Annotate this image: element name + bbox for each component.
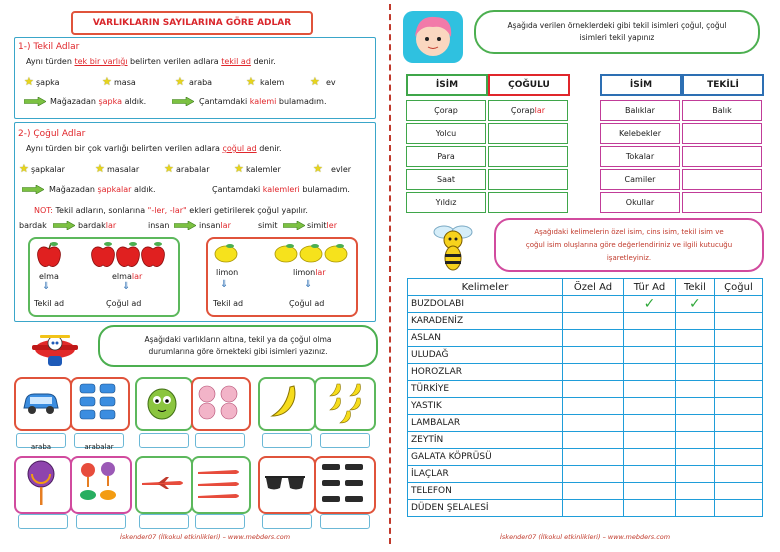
tekil-ad-label: Tekil ad	[34, 299, 65, 308]
star-icon: ★	[164, 162, 174, 175]
cogul-word: arabalar	[176, 165, 210, 174]
check-cell[interactable]	[714, 449, 762, 466]
check-cell[interactable]	[714, 330, 762, 347]
bananas-icon	[324, 382, 364, 424]
tekil-word: araba	[189, 78, 213, 87]
lemon-plural-label: limonlar	[293, 268, 326, 277]
tekil-sentence-1: Mağazadan şapka aldık.	[50, 97, 147, 106]
candies-icon	[76, 461, 122, 505]
word-cell: KARADENİZ	[408, 313, 563, 330]
cogul-ad-label: Çoğul ad	[289, 299, 325, 308]
check-cell[interactable]	[624, 313, 676, 330]
check-cell[interactable]	[563, 381, 624, 398]
check-cell[interactable]	[714, 381, 762, 398]
instruction-text-1: Aşağıda verilen örneklerdeki gibi tekil isimleri çoğul, çoğul isimleri tekil yapınız	[507, 21, 727, 42]
word-cell: TÜRKİYE	[408, 381, 563, 398]
down-arrow-icon: ⇓	[220, 279, 229, 290]
down-arrow-icon: ⇓	[122, 281, 131, 292]
example-plural: insanlar	[199, 221, 231, 230]
cogul-definition: Aynı türden bir çok varlığı belirten verilen adlara çoğul ad denir.	[26, 144, 282, 153]
check-cell[interactable]	[563, 296, 624, 313]
green-arrow-icon	[283, 221, 305, 230]
check-cell[interactable]	[675, 449, 714, 466]
check-icon: ✓	[689, 296, 701, 312]
word-cell: DÜDEN ŞELALESİ	[408, 500, 563, 517]
example-plural: simitler	[307, 221, 337, 230]
table2-col1-header: İSİM	[600, 74, 682, 96]
table2-isim-cell: Camiler	[600, 169, 680, 190]
word-cell: GALATA KÖPRÜSÜ	[408, 449, 563, 466]
check-cell[interactable]	[675, 381, 714, 398]
apple-plural-label: elmalar	[112, 272, 143, 281]
check-cell[interactable]	[563, 466, 624, 483]
tekil-ad-label: Tekil ad	[213, 299, 244, 308]
check-cell[interactable]	[563, 398, 624, 415]
check-cell[interactable]	[675, 466, 714, 483]
check-cell[interactable]	[675, 432, 714, 449]
instruction-bubble-1	[474, 10, 760, 54]
example-plural: bardaklar	[78, 221, 117, 230]
cogul-word: masalar	[107, 165, 140, 174]
table-row	[408, 483, 763, 500]
check-cell[interactable]	[675, 330, 714, 347]
check-cell[interactable]	[714, 432, 762, 449]
table1-cogul-cell[interactable]	[488, 146, 568, 167]
green-arrow-icon	[22, 185, 44, 194]
check-cell[interactable]	[714, 483, 762, 500]
bee-character-icon	[426, 222, 480, 276]
check-cell[interactable]	[675, 313, 714, 330]
table1-col2-header: ÇOĞULU	[488, 74, 570, 96]
check-cell[interactable]	[624, 330, 676, 347]
check-cell[interactable]	[624, 432, 676, 449]
check-cell[interactable]	[624, 449, 676, 466]
classification-table	[407, 278, 763, 517]
girl-character-icon	[401, 9, 465, 65]
tekil-sentence-2: Çantamdaki kalemi bulamadım.	[199, 97, 327, 106]
table1-isim-cell: Yıldız	[406, 192, 486, 213]
star-icon: ★	[313, 162, 323, 175]
check-cell[interactable]	[563, 432, 624, 449]
instruction-text-2: Aşağıdaki kelimelerin özel isim, cins isim, tekil isim ve çoğul isim oluşlarına göre değerlendiriniz ve ilgili kutucuğu işaretleyiniz.	[525, 228, 733, 262]
table1-cogul-cell[interactable]	[488, 169, 568, 190]
check-cell[interactable]	[624, 347, 676, 364]
green-arrow-icon	[53, 221, 75, 230]
check-cell[interactable]	[624, 381, 676, 398]
answer-field-cars[interactable]: arabalar	[74, 433, 124, 448]
tekil-word: şapka	[36, 78, 60, 87]
check-cell[interactable]	[714, 313, 762, 330]
answer-field[interactable]	[18, 514, 68, 529]
answer-field[interactable]	[76, 514, 126, 529]
footer-right: İskender07 (İlkokul etkinlikleri) – www.mebders.com	[500, 533, 671, 541]
plane-icon	[140, 476, 186, 490]
table-row	[408, 449, 763, 466]
answer-field[interactable]	[262, 514, 312, 529]
check-cell[interactable]	[563, 330, 624, 347]
table2-isim-cell: Kelebekler	[600, 123, 680, 144]
star-icon: ★	[102, 75, 112, 88]
cogul-sentence-1: Mağazadan şapkalar aldık.	[49, 185, 156, 194]
faces-icon	[197, 384, 241, 420]
answer-field[interactable]	[195, 433, 245, 448]
table-row	[408, 398, 763, 415]
table-row	[408, 381, 763, 398]
tekil-word: masa	[114, 78, 136, 87]
cogul-note: NOT: Tekil adların, sonlarına "-ler, -lar" ekleri getirilerek çoğul yapılır.	[34, 206, 308, 215]
green-arrow-icon	[174, 221, 196, 230]
answer-field-car[interactable]: araba	[16, 433, 66, 448]
example-base: simit	[258, 221, 278, 230]
table1-isim-cell: Saat	[406, 169, 486, 190]
cars-icon	[78, 382, 118, 422]
green-character-icon	[146, 384, 178, 422]
cogul-word: şapkalar	[31, 165, 65, 174]
example-base: bardak	[19, 221, 47, 230]
apple-single-label: elma	[39, 272, 59, 281]
cogul-sentence-2: Çantamdaki kalemleri bulamadım.	[212, 185, 350, 194]
table2-isim-cell: Tokalar	[600, 146, 680, 167]
word-cell: BUZDOLABI	[408, 296, 563, 313]
table2-tekil-cell[interactable]	[682, 123, 762, 144]
tekil-word: kalem	[260, 78, 285, 87]
col-header-cogul: Çoğul	[714, 279, 762, 296]
answer-field[interactable]	[139, 514, 189, 529]
check-cell[interactable]	[624, 398, 676, 415]
word-cell: YASTIK	[408, 398, 563, 415]
answer-field[interactable]	[195, 514, 245, 529]
check-cell[interactable]	[563, 364, 624, 381]
check-cell[interactable]	[675, 398, 714, 415]
apple-icon	[36, 241, 62, 269]
table-row	[408, 347, 763, 364]
check-cell[interactable]	[714, 466, 762, 483]
check-cell[interactable]	[624, 500, 676, 517]
table-row	[408, 466, 763, 483]
tekil-word: ev	[326, 78, 336, 87]
table-row	[408, 296, 763, 313]
tekil-heading: 1-) Tekil Adlar	[18, 42, 80, 52]
check-cell[interactable]	[714, 296, 762, 313]
table-row	[408, 500, 763, 517]
page-title-box	[71, 11, 313, 35]
star-icon: ★	[234, 162, 244, 175]
check-cell[interactable]	[624, 364, 676, 381]
check-cell[interactable]	[714, 347, 762, 364]
table2-tekil-cell[interactable]	[682, 146, 762, 167]
check-cell[interactable]	[675, 483, 714, 500]
table1-cogul-cell[interactable]	[488, 123, 568, 144]
word-cell: ASLAN	[408, 330, 563, 347]
word-cell: HOROZLAR	[408, 364, 563, 381]
table2-tekil-cell[interactable]	[682, 169, 762, 190]
instruction-bubble	[98, 325, 378, 367]
answer-field[interactable]	[320, 514, 370, 529]
check-cell[interactable]	[714, 500, 762, 517]
table-row	[408, 330, 763, 347]
green-arrow-icon	[172, 97, 194, 106]
word-cell: LAMBALAR	[408, 415, 563, 432]
check-cell[interactable]	[675, 364, 714, 381]
page-title: VARLIKLARIN SAYILARINA GÖRE ADLAR	[92, 18, 292, 28]
table-row	[408, 313, 763, 330]
answer-field[interactable]	[139, 433, 189, 448]
planes-icon	[196, 466, 242, 500]
col-header-kelimeler: Kelimeler	[408, 279, 563, 296]
car-icon	[20, 390, 62, 416]
star-icon: ★	[95, 162, 105, 175]
table2-col2-header: TEKİLİ	[682, 74, 764, 96]
word-cell: ZEYTİN	[408, 432, 563, 449]
check-icon: ✓	[643, 296, 656, 312]
table-row	[408, 415, 763, 432]
lemon-icon	[214, 243, 238, 263]
check-cell[interactable]	[675, 347, 714, 364]
answer-field[interactable]	[262, 433, 312, 448]
lemon-single-label: limon	[216, 268, 239, 277]
table1-isim-cell: Yolcu	[406, 123, 486, 144]
check-cell[interactable]	[563, 347, 624, 364]
check-cell[interactable]	[563, 415, 624, 432]
check-cell[interactable]	[624, 415, 676, 432]
sunglasses-icon	[263, 474, 307, 492]
col-header-ozel-ad: Özel Ad	[563, 279, 624, 296]
down-arrow-icon: ⇓	[42, 281, 51, 292]
table-row	[408, 364, 763, 381]
instruction-text: Aşağıdaki varlıkların altına, tekil ya da çoğul olma durumlarına göre örnekteki gibi isimleri yazınız.	[144, 335, 332, 356]
down-arrow-icon: ⇓	[304, 279, 313, 290]
check-cell[interactable]	[624, 296, 676, 313]
cogul-word: kalemler	[246, 165, 281, 174]
table1-col1-header: İSİM	[406, 74, 488, 96]
instruction-bubble-2	[494, 218, 764, 272]
check-cell[interactable]	[675, 500, 714, 517]
star-icon: ★	[19, 162, 29, 175]
table2-isim-cell: Balıklar	[600, 100, 680, 121]
check-cell[interactable]	[675, 415, 714, 432]
check-cell[interactable]	[624, 483, 676, 500]
star-icon: ★	[246, 75, 256, 88]
check-cell[interactable]	[563, 500, 624, 517]
check-cell[interactable]	[563, 313, 624, 330]
robot-plane-icon	[28, 331, 82, 371]
cogul-heading: 2-) Çoğul Adlar	[18, 129, 86, 139]
table1-cogul-cell[interactable]: Çoraplar	[488, 100, 568, 121]
cogul-ad-label: Çoğul ad	[106, 299, 142, 308]
apples-icon	[90, 241, 166, 269]
banana-icon	[268, 384, 300, 420]
check-cell[interactable]	[563, 449, 624, 466]
lemons-icon	[274, 243, 348, 263]
table1-cogul-cell[interactable]	[488, 192, 568, 213]
table1-isim-cell: Para	[406, 146, 486, 167]
table-row	[408, 432, 763, 449]
word-cell: TELEFON	[408, 483, 563, 500]
answer-field[interactable]	[320, 433, 370, 448]
word-cell: İLAÇLAR	[408, 466, 563, 483]
page-divider	[389, 4, 391, 544]
star-icon: ★	[310, 75, 320, 88]
lollipop-icon	[26, 460, 56, 506]
col-header-tekil: Tekil	[675, 279, 714, 296]
tekil-definition: Aynı türden tek bir varlığı belirten verilen adlara tekil ad denir.	[26, 57, 276, 66]
footer-left: İskender07 (İlkokul etkinlikleri) – www.mebders.com	[120, 533, 291, 541]
cogul-word: evler	[331, 165, 352, 174]
check-cell[interactable]	[563, 483, 624, 500]
table2-tekil-cell[interactable]	[682, 192, 762, 213]
example-base: insan	[148, 221, 170, 230]
table2-tekil-cell[interactable]: Balık	[682, 100, 762, 121]
green-arrow-icon	[24, 97, 46, 106]
star-icon: ★	[175, 75, 185, 88]
check-cell[interactable]	[624, 466, 676, 483]
check-cell[interactable]	[714, 415, 762, 432]
word-cell: ULUDAĞ	[408, 347, 563, 364]
check-cell[interactable]	[714, 364, 762, 381]
star-icon: ★	[24, 75, 34, 88]
check-cell[interactable]	[714, 398, 762, 415]
table1-isim-cell: Çorap	[406, 100, 486, 121]
col-header-tur-ad: Tür Ad	[624, 279, 676, 296]
check-cell[interactable]	[675, 296, 714, 313]
table2-isim-cell: Okullar	[600, 192, 680, 213]
sunglasses-group-icon	[320, 461, 366, 505]
